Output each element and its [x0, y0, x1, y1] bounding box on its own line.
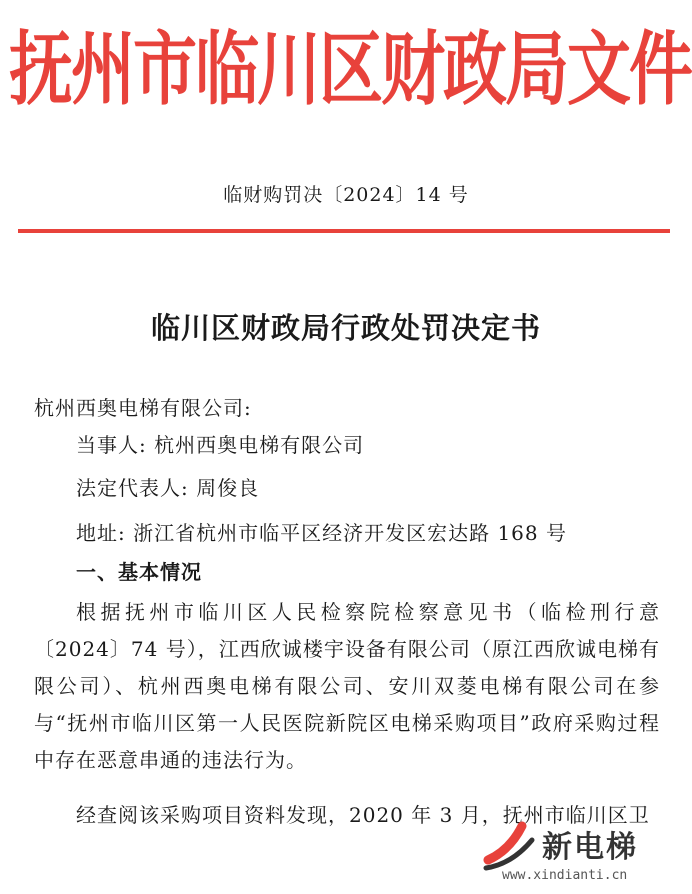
party-line: 当事人: 杭州西奥电梯有限公司 [76, 433, 365, 457]
body-paragraph-2-start: 经查阅该采购项目资料发现，2020 年 3 月，抚州市临川区卫 [76, 803, 650, 827]
watermark-site-name: 新电梯 [542, 830, 638, 865]
legal-representative-line: 法定代表人: 周俊良 [76, 476, 260, 500]
document-number: 临财购罚决〔2024〕14 号 [223, 184, 469, 206]
escalator-logo-icon [482, 820, 538, 872]
address-line: 地址: 浙江省杭州市临平区经济开发区宏达路 168 号 [76, 521, 567, 545]
red-divider-line [18, 229, 670, 233]
addressee-line: 杭州西奥电梯有限公司: [34, 396, 252, 420]
watermark-url: www.xindianti.cn [502, 868, 628, 883]
document-masthead [9, 8, 691, 118]
site-watermark [482, 818, 682, 888]
document-title: 临川区财政局行政处罚决定书 [150, 311, 541, 345]
section-heading-basic-info: 一、基本情况 [76, 560, 202, 584]
body-paragraph-1: 根据抚州市临川区人民检察院检察意见书（临检刑行意〔2024〕74 号），江西欣诚楼宇设备有限公司（原江西欣诚电梯有限公司）、杭州西奥电梯有限公司、安川双菱电梯有限公司在参与“抚州市临川区第一人民医院新院区电梯采购项目”政府采购过程中存在恶意串通的违法行为。 [34, 600, 660, 772]
masthead-text: 抚州市临川区财政局文件 [9, 24, 691, 117]
